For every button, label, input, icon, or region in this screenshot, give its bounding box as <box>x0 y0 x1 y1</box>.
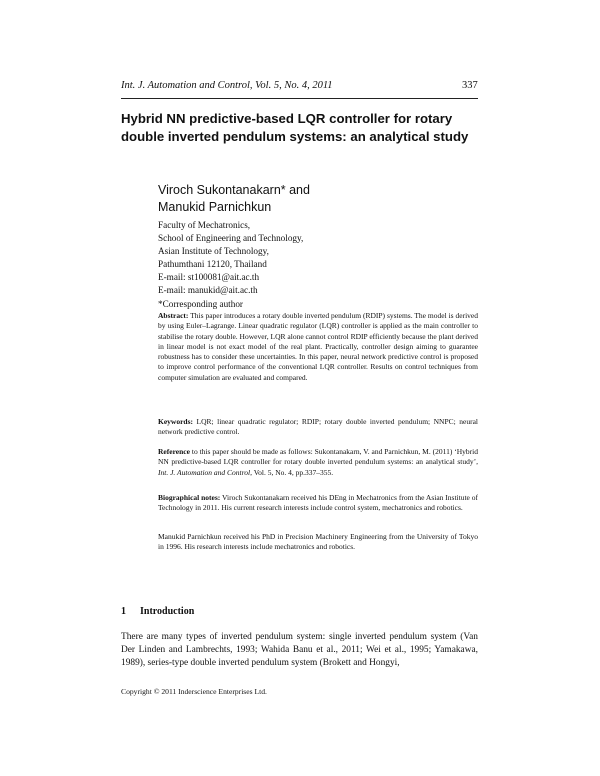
paper-title: Hybrid NN predictive-based LQR controller for rotary double inverted pendulum systems: an analytical study <box>121 111 469 144</box>
reference-details: , Vol. 5, No. 4, pp.337–355. <box>250 467 334 477</box>
bio-second-author: Manukid Parnichkun received his PhD in Precision Machinery Engineering from the University of Tokyo in 1996. His research interests include mechatronics and robotics. <box>158 532 478 552</box>
authors <box>158 182 478 215</box>
section-title: Introduction <box>140 606 195 617</box>
bio-text-1: Viroch Sukontanakarn received his DEng in Mechatronics from the Asian Institute of Technology in 2011. His current research interests include control system, mechatronics and robotics. <box>158 493 478 513</box>
reference <box>158 447 478 478</box>
section-number: 1 <box>121 606 126 617</box>
biographical-notes <box>158 493 478 514</box>
keywords-text: LQR; linear quadratic regulator; RDIP; rotary double inverted pendulum; NNPC; neural network predictive control. <box>158 417 479 437</box>
introduction-text: There are many types of inverted pendulum system: single inverted pendulum system (Van Der Linden and Lambrechts, 1993; Wahida Banu et al., 2011; Wei et al., 1995; Yamakawa, 1989), series-type double inverted pendulum system (Brokett and Hongyi, <box>121 632 478 668</box>
copyright-footer: Copyright © 2011 Inderscience Enterprises Ltd. <box>121 687 267 696</box>
page-number: 337 <box>462 80 478 91</box>
abstract-label: Abstract: <box>158 311 189 320</box>
author-line-1: Viroch Sukontanakarn* and <box>158 183 310 197</box>
affiliation-line: Asian Institute of Technology, <box>158 246 269 257</box>
affiliation <box>158 219 478 311</box>
affiliation-line: School of Engineering and Technology, <box>158 233 304 244</box>
journal-header: Int. J. Automation and Control, Vol. 5, No. 4, 2011 <box>121 80 333 91</box>
reference-journal: Int. J. Automation and Control <box>158 467 251 477</box>
affiliation-line: Faculty of Mechatronics, <box>158 220 251 230</box>
affiliation-line: Pathumthani 12120, Thailand <box>158 259 267 270</box>
reference-label: Reference <box>158 447 190 456</box>
abstract <box>158 311 478 383</box>
header-rule <box>121 98 478 99</box>
bio-label: Biographical notes: <box>158 493 221 502</box>
keywords <box>158 417 478 438</box>
section-heading <box>121 606 194 617</box>
author-line-2: Manukid Parnichkun <box>158 199 272 214</box>
email-line: E-mail: manukid@ait.ac.th <box>158 285 258 296</box>
abstract-text: This paper introduces a rotary double inverted pendulum (RDIP) systems. The model is derived by using Euler–Lagrange. Linear quadratic regulator (LQR) controller is applied as the main controller to stabilise the rotary double. However, LQR alone cannot control RDIP efficiently because the plant derived in linear model is not exact model of the real plant. Practically, controller design aiming to guarantee robustness has to consider these uncertainties. In this paper, neural network predictive control is proposed to improve control performance of the conventional LQR controller. Results on control techniques from computer simulation are evaluated and compared. <box>158 311 478 382</box>
reference-text: to this paper should be made as follows: Sukontanakarn, V. and Parnichkun, M. (2011) ‘Hybrid NN predictive-based LQR controller for rotary double inverted pendulum systems: an analytical study’, <box>158 447 479 467</box>
keywords-label: Keywords: <box>158 417 193 426</box>
corresponding-note: *Corresponding author <box>158 298 243 309</box>
email-line: E-mail: st100081@ait.ac.th <box>158 272 260 283</box>
